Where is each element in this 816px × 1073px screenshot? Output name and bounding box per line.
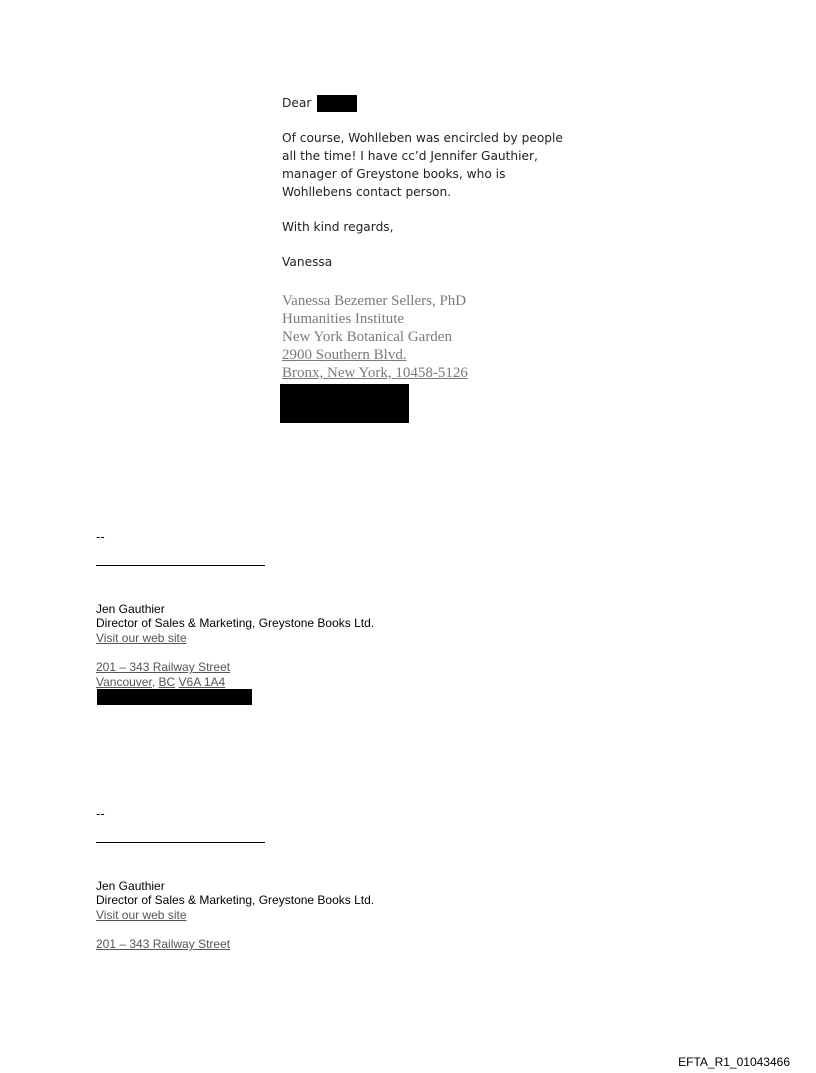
signature-rule bbox=[96, 565, 265, 566]
signature-title: Director of Sales & Marketing, Greystone Books Ltd. bbox=[96, 616, 375, 630]
street-address-link[interactable]: 201 – 343 Railway Street bbox=[96, 660, 231, 674]
sender-department: Humanities Institute bbox=[282, 311, 405, 327]
email-body bbox=[282, 94, 572, 288]
redaction-sender-contact bbox=[280, 384, 409, 423]
sender-first-name: Vanessa bbox=[282, 255, 333, 269]
sender-street-address[interactable]: 2900 Southern Blvd. bbox=[282, 347, 407, 363]
salutation: Dear bbox=[282, 96, 312, 110]
signature-separator: -- bbox=[96, 806, 105, 821]
salutation-line bbox=[282, 94, 572, 112]
postal-code-link[interactable]: V6A 1A4 bbox=[178, 674, 226, 689]
city-link[interactable]: Vancouver, bbox=[96, 674, 156, 689]
message-paragraph: Of course, Wohlleben was encircled by people all the time! I have cc’d Jennifer Gauthier, manager of Greystone books, who is Wohllebens contact person. bbox=[282, 131, 563, 199]
sender-full-name: Vanessa Bezemer Sellers, PhD bbox=[282, 293, 467, 309]
sender-organization: New York Botanical Garden bbox=[282, 329, 452, 345]
sender-city-line[interactable]: Bronx, New York, 10458-5126 bbox=[282, 365, 468, 381]
sender-signature bbox=[282, 292, 468, 382]
signature-name: Jen Gauthier bbox=[96, 878, 165, 893]
redaction-phone bbox=[97, 689, 252, 705]
street-address-link[interactable]: 201 – 343 Railway Street bbox=[96, 937, 231, 951]
website-link[interactable]: Visit our web site bbox=[96, 630, 187, 645]
greystone-signature-2 bbox=[96, 807, 374, 952]
document-id: EFTA_R1_01043466 bbox=[678, 1055, 790, 1069]
redaction-recipient-name bbox=[317, 95, 357, 112]
signature-name: Jen Gauthier bbox=[96, 601, 165, 616]
website-link[interactable]: Visit our web site bbox=[96, 907, 187, 922]
signature-title: Director of Sales & Marketing, Greystone Books Ltd. bbox=[96, 893, 375, 907]
spacer bbox=[96, 645, 374, 660]
closing: With kind regards, bbox=[282, 220, 394, 234]
city-line bbox=[96, 675, 374, 690]
signature-rule bbox=[96, 842, 265, 843]
province-link[interactable]: BC bbox=[158, 674, 176, 689]
greystone-signature-1 bbox=[96, 530, 374, 705]
spacer bbox=[96, 922, 374, 937]
signature-separator: -- bbox=[96, 529, 105, 544]
